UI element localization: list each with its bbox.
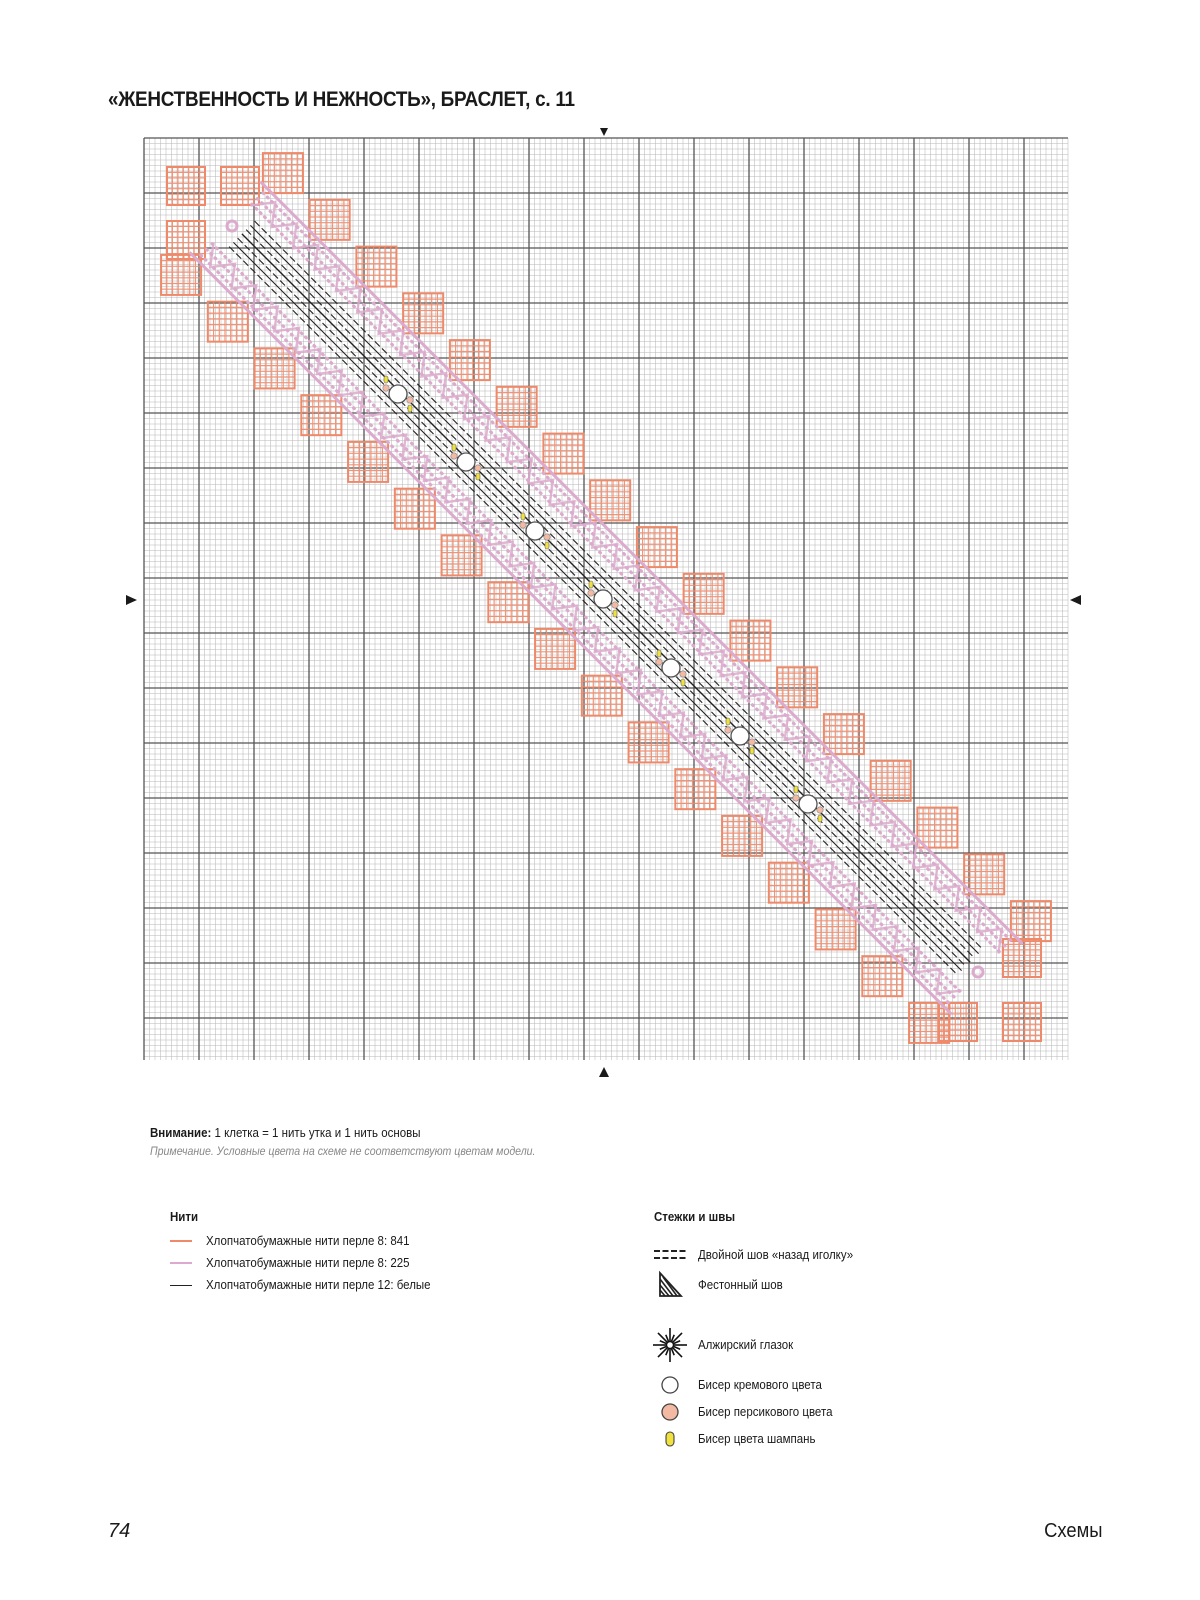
left-center-arrow-icon [126,595,137,605]
page-title: «ЖЕНСТВЕННОСТЬ И НЕЖНОСТЬ», БРАСЛЕТ, с. 11 [108,88,575,111]
champagne-bead [657,650,661,657]
stitch-legend-item-peach-bead [652,1397,844,1427]
champagne-bead [521,513,525,520]
cream-bead [594,590,612,608]
attention-note [150,1126,535,1140]
peach-bead [656,659,662,665]
champagne-bead-icon [652,1424,688,1454]
cream-bead-icon [652,1370,688,1400]
algerian-eye-ray [673,1333,682,1342]
champagne-bead [726,718,730,725]
attention-text: 1 клетка = 1 нить утка и 1 нить основы [214,1126,421,1140]
cream-bead [526,522,544,540]
stitch-label: Бисер кремового цвета [698,1378,822,1392]
scallop-stitch-icon [652,1270,688,1300]
champagne-bead [613,610,617,617]
peach-bead [520,522,526,528]
champagne-bead [681,679,685,686]
peach-bead [544,534,550,540]
stitch-legend-item-cream-bead [652,1370,833,1400]
thread-legend-item-white [170,1278,450,1292]
peach-bead [817,807,823,813]
peach-bead [749,739,755,745]
algerian-eye-ray [658,1348,667,1357]
champagne-bead [794,786,798,793]
peach-bead [793,795,799,801]
champagne-bead [408,405,412,412]
stitch-label: Бисер персикового цвета [698,1405,833,1419]
stitches-legend-heading: Стежки и швы [654,1210,736,1224]
page-number: 74 [108,1520,131,1542]
algerian-eye-ray [658,1333,667,1342]
section-name: Схемы [1043,1520,1102,1542]
thread-legend-item-841 [170,1234,427,1248]
double-backstitch-icon [652,1240,688,1270]
stitch-legend-item-champagne-bead [652,1424,826,1454]
cream-bead [731,727,749,745]
algerian-eye-ray [673,1348,682,1357]
peach-bead [451,453,457,459]
stitch-label: Фестонный шов [698,1278,783,1292]
champagne-bead [545,542,549,549]
champagne-bead [476,473,480,480]
note-block [150,1126,569,1158]
thread-label: Хлопчатобумажные нити перле 12: белые [206,1278,431,1292]
stitch-label: Алжирский глазок [698,1338,794,1352]
algerian-eye-icon [652,1326,688,1364]
champagne-bead [818,815,822,822]
champagne-bead [750,747,754,754]
thread-label: Хлопчатобумажные нити перле 8: 841 [206,1234,410,1248]
peach-bead [588,590,594,596]
thread-legend-item-225 [170,1256,427,1270]
cream-bead [662,659,680,677]
top-center-arrow-icon [600,128,608,136]
stitch-legend-item-backstitch [652,1240,867,1270]
right-center-arrow-icon [1070,595,1081,605]
thread-label: Хлопчатобумажные нити перле 8: 225 [206,1256,410,1270]
threads-legend-heading: Нити [170,1210,199,1224]
peach-bead-icon [652,1397,688,1427]
stitch-label: Двойной шов «назад иголку» [698,1248,854,1262]
champagne-bead [589,581,593,588]
attention-label: Внимание: [150,1126,212,1140]
pink-line-swatch-icon [170,1262,192,1264]
stitch-legend-item-scallop [652,1270,790,1300]
stitch-legend-item-algerian-eye [652,1326,802,1364]
champagne-bead [384,376,388,383]
black-line-swatch-icon [170,1285,192,1286]
peach-bead [407,397,413,403]
peach-bead [612,602,618,608]
bottom-center-arrow-icon [599,1067,609,1077]
cream-bead [457,453,475,471]
peach-bead [725,727,731,733]
algerian-eye-center [667,1342,674,1349]
peach-bead [680,671,686,677]
peach-bead [383,385,389,391]
remark-note: Примечание. Условные цвета на схеме не соответствуют цветам модели. [150,1146,536,1158]
stitch-label: Бисер цвета шампань [698,1432,816,1446]
salmon-line-swatch-icon [170,1240,192,1242]
peach-bead [475,465,481,471]
champagne-bead [452,444,456,451]
cream-bead [799,795,817,813]
cream-bead [389,385,407,403]
